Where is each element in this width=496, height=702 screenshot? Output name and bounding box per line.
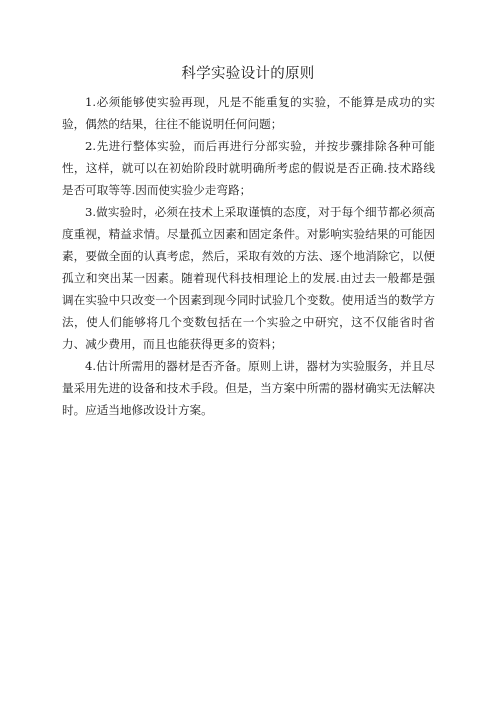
document-body [62,91,435,421]
paragraph-4: 4.估计所需用的器材是否齐备。原则上讲，器材为实验服务，并且尽量采用先进的设备和技术手段。但是，当方案中所需的器材确实无法解决时。应适当地修改设计方案。 [62,359,435,417]
paragraph-3: 3.做实验时，必须在技术上采取谨慎的态度，对于每个细节都必须高度重视，精益求情。尽量孤立因素和固定条件。对影响实验结果的可能因素，要做全面的认真考虑，然后，采取有效的方法、逐个地消除它，以便孤立和突出某一因素。随着现代科技相理论上的发展.由过去一般都是强调在实验中只改变一个因素到现今同时试验几个变数。使用适当的数学方法，使人们能够将几个变数包括在一个实验之中研究，这不仅能省时省力、减少费用，而且也能获得更多的资料； [62,205,435,351]
page-title: 科学实验设计的原则 [181,66,315,82]
paragraph-1: 1.必须能够使实验再现，凡是不能重复的实验，不能算是成功的实验，偶然的结果，往往不能说明任何问题； [62,95,435,131]
paragraph-2: 2.先进行整体实验，而后再进行分部实验，并按步骤排除各种可能性，这样，就可以在初始阶段时就明确所考虑的假说是否正确.技术路线是否可取等等.因而使实验少走弯路； [62,139,435,197]
